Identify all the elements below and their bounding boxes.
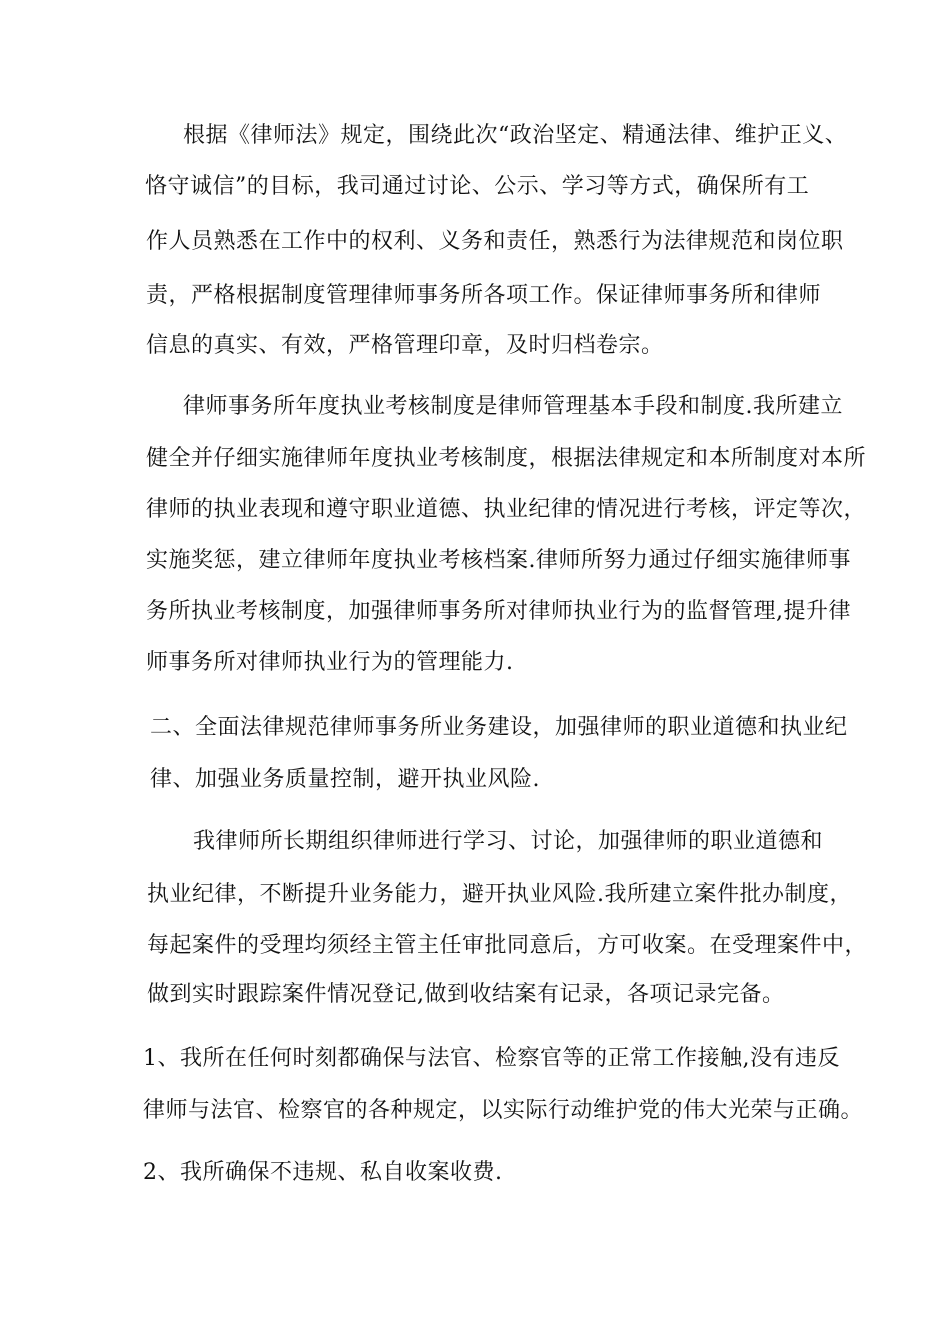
paragraph-6-line-1: 2、我所确保不违规、私自收案收费.	[143, 1160, 503, 1185]
paragraph-5-line-2: 律师与法官、检察官的各种规定，以实际行动维护党的伟大光荣与正确。	[143, 1098, 864, 1123]
paragraph-2-line-3: 律师的执业表现和遵守职业道德、执业纪律的情况进行考核，评定等次，	[146, 497, 867, 522]
paragraph-1-line-3: 作人员熟悉在工作中的权利、义务和责任，熟悉行为法律规范和岗位职	[146, 229, 844, 254]
paragraph-2-line-6: 师事务所对律师执业行为的管理能力.	[146, 650, 514, 675]
paragraph-2-line-4: 实施奖惩，建立律师年度执业考核档案.律师所努力通过仔细实施律师事	[146, 548, 851, 573]
paragraph-5-line-1: 1、我所在任何时刻都确保与法官、检察官等的正常工作接触,没有违反	[143, 1046, 840, 1071]
paragraph-1-line-1: 根据《律师法》规定，围绕此次“政治坚定、精通法律、维护正义、	[183, 123, 848, 148]
paragraph-1-line-5: 信息的真实、有效，严格管理印章，及时归档卷宗。	[146, 333, 664, 358]
paragraph-2-line-1: 律师事务所年度执业考核制度是律师管理基本手段和制度.我所建立	[183, 394, 843, 419]
paragraph-2-line-5: 务所执业考核制度，加强律师事务所对律师执业行为的监督管理,提升律	[146, 599, 851, 624]
paragraph-4-line-4: 做到实时跟踪案件情况登记,做到收结案有记录，各项记录完备。	[147, 982, 785, 1007]
paragraph-4-line-1: 我律师所长期组织律师进行学习、讨论，加强律师的职业道德和	[193, 829, 824, 854]
paragraph-4-line-3: 每起案件的受理均须经主管主任审批同意后，方可收案。在受理案件中，	[147, 933, 868, 958]
paragraph-1-line-2: 恪守诚信”的目标，我司通过讨论、公示、学习等方式，确保所有工	[145, 174, 810, 199]
paragraph-3-line-1: 二、全面法律规范律师事务所业务建设，加强律师的职业道德和执业纪	[150, 715, 848, 740]
paragraph-4-line-2: 执业纪律，不断提升业务能力，避开执业风险.我所建立案件批办制度，	[147, 882, 852, 907]
paragraph-1-line-4: 责，严格根据制度管理律师事务所各项工作。保证律师事务所和律师	[146, 283, 822, 308]
paragraph-3-line-2: 律、加强业务质量控制，避开执业风险.	[150, 767, 540, 792]
paragraph-2-line-2: 健全并仔细实施律师年度执业考核制度，根据法律规定和本所制度对本所	[146, 446, 867, 471]
